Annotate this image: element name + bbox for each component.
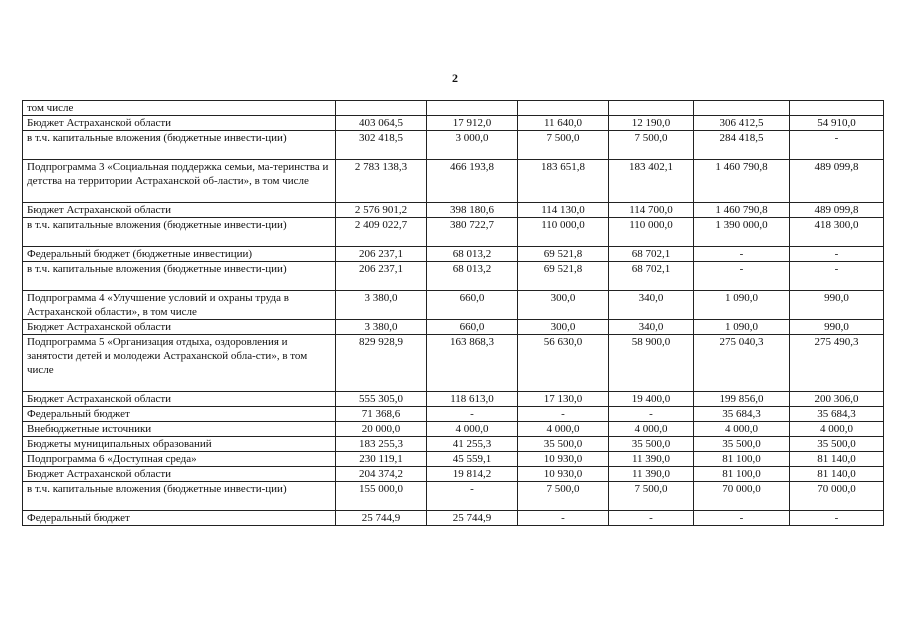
cell-year-4: 35 500,0 (694, 437, 790, 452)
table-row (23, 218, 884, 247)
cell-total: 2 576 901,2 (336, 203, 427, 218)
cell-year-3: 114 700,0 (609, 203, 694, 218)
cell-year-2: 17 130,0 (518, 392, 609, 407)
table-row (23, 131, 884, 160)
cell-year-1: 3 000,0 (427, 131, 518, 160)
cell-total: 3 380,0 (336, 291, 427, 320)
cell-year-1: 466 193,8 (427, 160, 518, 203)
cell-year-4: 1 390 000,0 (694, 218, 790, 247)
row-label: Подпрограмма 6 «Доступная среда» (23, 452, 336, 467)
cell-year-4: 199 856,0 (694, 392, 790, 407)
cell-total: 230 119,1 (336, 452, 427, 467)
table-row (23, 291, 884, 320)
cell-year-2: 69 521,8 (518, 262, 609, 291)
cell-year-5: 35 500,0 (790, 437, 884, 452)
cell-year-4: 81 100,0 (694, 467, 790, 482)
cell-year-2: 10 930,0 (518, 467, 609, 482)
row-label: в т.ч. капитальные вложения (бюджетные инвести-ции) (23, 482, 336, 511)
cell-total: 2 783 138,3 (336, 160, 427, 203)
cell-year-3: 340,0 (609, 291, 694, 320)
cell-total: 25 744,9 (336, 511, 427, 526)
cell-year-2: 300,0 (518, 320, 609, 335)
cell-year-1: 17 912,0 (427, 116, 518, 131)
cell-year-5: 70 000,0 (790, 482, 884, 511)
cell-year-2: 183 651,8 (518, 160, 609, 203)
cell-year-5: 35 684,3 (790, 407, 884, 422)
table-row (23, 320, 884, 335)
cell-year-4: 1 460 790,8 (694, 203, 790, 218)
cell-year-3: 35 500,0 (609, 437, 694, 452)
cell-year-3: 11 390,0 (609, 452, 694, 467)
cell-year-1: 660,0 (427, 291, 518, 320)
row-label: Бюджет Астраханской области (23, 116, 336, 131)
row-label: в т.ч. капитальные вложения (бюджетные инвести-ции) (23, 218, 336, 247)
table-row (23, 160, 884, 203)
cell-year-5: - (790, 131, 884, 160)
cell-year-3: 68 702,1 (609, 262, 694, 291)
cell-year-2: 300,0 (518, 291, 609, 320)
row-label: Подпрограмма 3 «Социальная поддержка семьи, ма-теринства и детства на территории Астраханской об-ласти», в том числе (23, 160, 336, 203)
cell-year-3: - (609, 407, 694, 422)
cell-year-1: 68 013,2 (427, 247, 518, 262)
row-label: Внебюджетные источники (23, 422, 336, 437)
cell-year-4: 1 460 790,8 (694, 160, 790, 203)
cell-year-5: 81 140,0 (790, 452, 884, 467)
row-label: том числе (23, 101, 336, 116)
cell-year-1: 68 013,2 (427, 262, 518, 291)
cell-year-3: 110 000,0 (609, 218, 694, 247)
cell-year-4: 81 100,0 (694, 452, 790, 467)
cell-year-2: - (518, 407, 609, 422)
cell-year-5: - (790, 247, 884, 262)
cell-year-4: 284 418,5 (694, 131, 790, 160)
cell-total: 555 305,0 (336, 392, 427, 407)
cell-year-1 (427, 101, 518, 116)
cell-year-1: 380 722,7 (427, 218, 518, 247)
cell-year-2: 35 500,0 (518, 437, 609, 452)
cell-year-1: 660,0 (427, 320, 518, 335)
row-label: в т.ч. капитальные вложения (бюджетные инвести-ции) (23, 131, 336, 160)
cell-year-3: 11 390,0 (609, 467, 694, 482)
table-row (23, 452, 884, 467)
row-label: Подпрограмма 4 «Улучшение условий и охраны труда в Астраханской области», в том числе (23, 291, 336, 320)
cell-total: 20 000,0 (336, 422, 427, 437)
cell-year-5: 81 140,0 (790, 467, 884, 482)
table-row (23, 101, 884, 116)
cell-year-3: 12 190,0 (609, 116, 694, 131)
cell-year-4: 275 040,3 (694, 335, 790, 392)
row-label: Бюджет Астраханской области (23, 392, 336, 407)
cell-total: 3 380,0 (336, 320, 427, 335)
cell-year-2: 7 500,0 (518, 131, 609, 160)
table-row (23, 422, 884, 437)
cell-year-2: 10 930,0 (518, 452, 609, 467)
cell-year-3 (609, 101, 694, 116)
cell-year-1: 19 814,2 (427, 467, 518, 482)
cell-year-3: 183 402,1 (609, 160, 694, 203)
cell-year-4: 1 090,0 (694, 291, 790, 320)
row-label: Бюджет Астраханской области (23, 203, 336, 218)
cell-year-2 (518, 101, 609, 116)
table-row (23, 203, 884, 218)
cell-year-5: 4 000,0 (790, 422, 884, 437)
cell-year-2: 7 500,0 (518, 482, 609, 511)
cell-year-5: - (790, 511, 884, 526)
cell-year-4 (694, 101, 790, 116)
cell-year-3: 68 702,1 (609, 247, 694, 262)
cell-total: 204 374,2 (336, 467, 427, 482)
cell-year-4: 4 000,0 (694, 422, 790, 437)
cell-year-1: 45 559,1 (427, 452, 518, 467)
cell-year-5: 990,0 (790, 320, 884, 335)
row-label: Бюджет Астраханской области (23, 467, 336, 482)
table-row (23, 335, 884, 392)
cell-year-2: - (518, 511, 609, 526)
cell-year-5: 489 099,8 (790, 203, 884, 218)
cell-year-5: 489 099,8 (790, 160, 884, 203)
cell-year-1: 118 613,0 (427, 392, 518, 407)
cell-total: 403 064,5 (336, 116, 427, 131)
table-row (23, 247, 884, 262)
page-number: 2 (452, 71, 458, 85)
row-label: Бюджет Астраханской области (23, 320, 336, 335)
row-label: Федеральный бюджет (23, 511, 336, 526)
cell-total: 206 237,1 (336, 247, 427, 262)
table-row (23, 392, 884, 407)
row-label: в т.ч. капитальные вложения (бюджетные инвести-ции) (23, 262, 336, 291)
cell-year-1: 4 000,0 (427, 422, 518, 437)
cell-year-4: 70 000,0 (694, 482, 790, 511)
cell-year-3: 7 500,0 (609, 131, 694, 160)
cell-year-5: 200 306,0 (790, 392, 884, 407)
cell-year-5: 275 490,3 (790, 335, 884, 392)
row-label: Федеральный бюджет (бюджетные инвестиции) (23, 247, 336, 262)
cell-year-1: 41 255,3 (427, 437, 518, 452)
cell-year-5: 54 910,0 (790, 116, 884, 131)
cell-year-2: 69 521,8 (518, 247, 609, 262)
cell-year-1: - (427, 407, 518, 422)
cell-year-3: 4 000,0 (609, 422, 694, 437)
cell-year-3: 7 500,0 (609, 482, 694, 511)
cell-year-4: 306 412,5 (694, 116, 790, 131)
table-row (23, 437, 884, 452)
cell-year-4: 1 090,0 (694, 320, 790, 335)
cell-year-5: 418 300,0 (790, 218, 884, 247)
cell-year-3: 58 900,0 (609, 335, 694, 392)
cell-year-4: - (694, 247, 790, 262)
cell-year-3: 340,0 (609, 320, 694, 335)
cell-year-4: 35 684,3 (694, 407, 790, 422)
cell-total: 206 237,1 (336, 262, 427, 291)
table-row (23, 116, 884, 131)
cell-year-1: 398 180,6 (427, 203, 518, 218)
cell-year-5: - (790, 262, 884, 291)
cell-year-3: 19 400,0 (609, 392, 694, 407)
cell-year-4: - (694, 511, 790, 526)
cell-year-2: 11 640,0 (518, 116, 609, 131)
cell-total: 829 928,9 (336, 335, 427, 392)
table-row (23, 262, 884, 291)
cell-year-5 (790, 101, 884, 116)
cell-total (336, 101, 427, 116)
row-label: Подпрограмма 5 «Организация отдыха, оздоровления и занятости детей и молодежи Астраханской обла-сти», в том числе (23, 335, 336, 392)
cell-year-2: 56 630,0 (518, 335, 609, 392)
cell-total: 155 000,0 (336, 482, 427, 511)
cell-total: 302 418,5 (336, 131, 427, 160)
cell-year-1: - (427, 482, 518, 511)
cell-year-2: 4 000,0 (518, 422, 609, 437)
cell-year-5: 990,0 (790, 291, 884, 320)
budget-table (22, 100, 884, 526)
row-label: Федеральный бюджет (23, 407, 336, 422)
cell-year-3: - (609, 511, 694, 526)
cell-year-2: 114 130,0 (518, 203, 609, 218)
cell-year-2: 110 000,0 (518, 218, 609, 247)
table-row (23, 407, 884, 422)
cell-total: 71 368,6 (336, 407, 427, 422)
cell-year-1: 163 868,3 (427, 335, 518, 392)
table-row (23, 482, 884, 511)
table-row (23, 467, 884, 482)
cell-year-1: 25 744,9 (427, 511, 518, 526)
budget-table-body (23, 101, 884, 526)
cell-year-4: - (694, 262, 790, 291)
table-row (23, 511, 884, 526)
cell-total: 2 409 022,7 (336, 218, 427, 247)
cell-total: 183 255,3 (336, 437, 427, 452)
row-label: Бюджеты муниципальных образований (23, 437, 336, 452)
